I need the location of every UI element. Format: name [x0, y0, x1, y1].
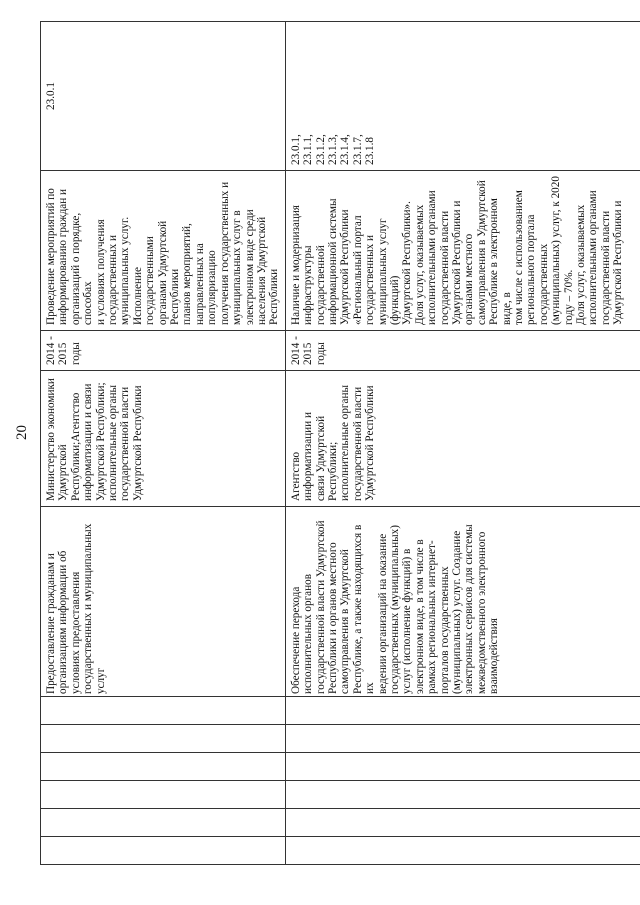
period-cell: 2014 - 2015 годы	[285, 331, 640, 371]
empty-cell	[41, 725, 286, 753]
empty-cell	[41, 809, 286, 837]
empty-cell	[285, 837, 640, 865]
empty-cell	[285, 753, 640, 781]
table-row	[41, 22, 286, 865]
codes-cell: 23.0.1, 23.1.1, 23.1.2, 23.1.3, 23.1.4, 23.1.7, 23.1.8	[285, 22, 640, 171]
executor-cell: Министерство экономики Удмуртской Республики;Агентство информатизации и связи Удмуртской Республики; исполнительные органы государственной власти Удмуртской Республики	[41, 371, 286, 507]
empty-cell	[285, 697, 640, 725]
page-number: 20	[14, 425, 30, 440]
result-cell: Проведение мероприятий по информированию граждан и организаций о порядке, способах и условиях получения государственных и муниципальных услуг. Исполнение государственными органами Удмуртской Республики планов мероприятий, направленных на популяризацию получения государственных и муниципальных услуг в электронном виде среди населения Удмуртской Республики	[41, 171, 286, 331]
rotated-table-container	[40, 50, 625, 865]
executor-cell: Агентство информатизации и связи Удмуртской Республики; исполнительные органы государственной власти Удмуртской Республики	[285, 371, 640, 507]
period-cell: 2014 - 2015 годы	[41, 331, 286, 371]
empty-cell	[285, 725, 640, 753]
empty-cell	[41, 781, 286, 809]
empty-cell	[41, 753, 286, 781]
empty-cell	[285, 809, 640, 837]
empty-cell	[41, 697, 286, 725]
event-cell: Обеспечение перехода исполнительных органов государственной власти Удмуртской Республики и органов местного самоуправления в Удмуртской Республике, а также находящихся в их ведении организаций на оказание государственных (муниципальных) услуг (исполнение функций) в электронном виде, в том числе в рамках региональных интернет- порталов государственных (муниципальных) услуг. Создание электронных сервисов для системы межведомственного электронного взаимодействия	[285, 507, 640, 697]
empty-cell	[285, 781, 640, 809]
table-row	[285, 22, 640, 865]
plan-table	[40, 21, 640, 865]
event-cell: Предоставление гражданам и организациям информации об условиях предоставления государственных и муниципальных услуг	[41, 507, 286, 697]
codes-cell: 23.0.1	[41, 22, 286, 171]
result-cell: Наличие и модернизация инфраструктуры государственной информационной системы Удмуртской Республики «Региональный портал государственных и муниципальных услуг (функций) Удмуртской Республики». Доля услуг, оказываемых исполнительными органами государственной власти Удмуртской Республики и органами местного самоуправления в Удмуртской Республике в электронном виде, в том числе с использованием регионального портала государственных (муниципальных) услуг, к 2020 году – 70%. Доля услуг, оказываемых исполнительными органами государственной власти Удмуртской Республики и	[285, 171, 640, 331]
empty-cell	[41, 837, 286, 865]
